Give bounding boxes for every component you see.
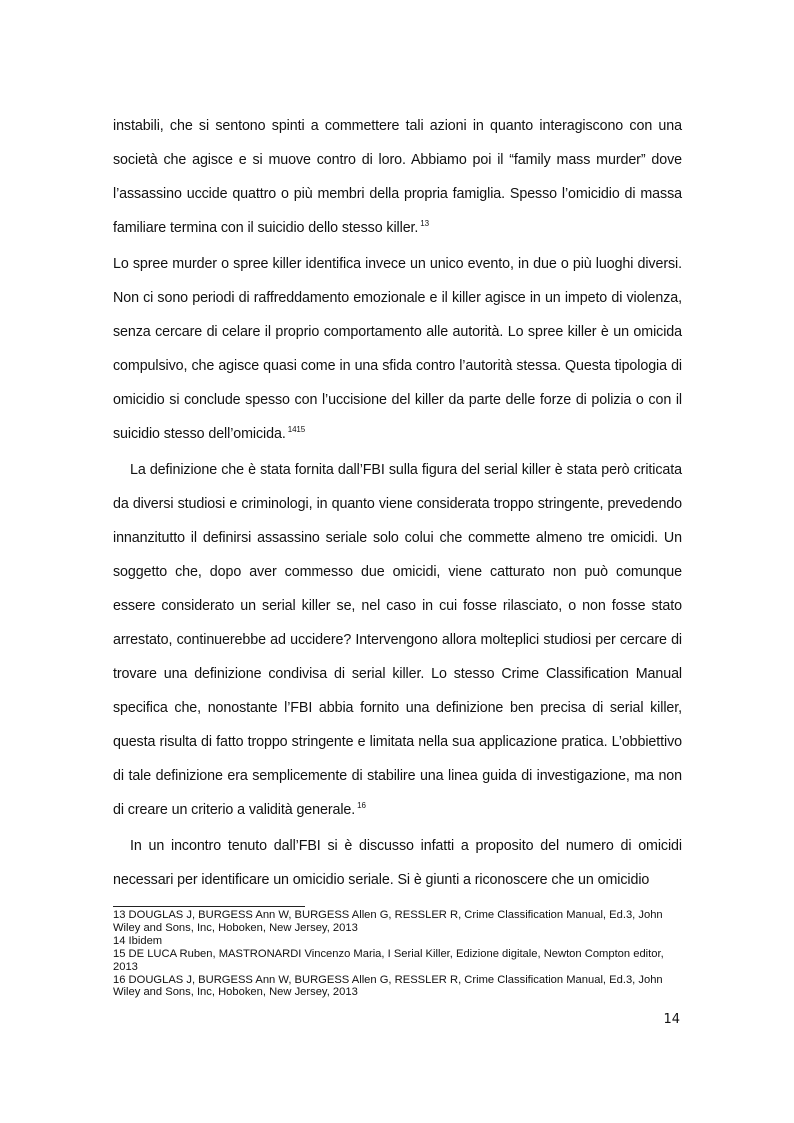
footnote-ref[interactable]: 16	[357, 801, 366, 810]
paragraph-1	[113, 109, 682, 247]
footnote-ref[interactable]: 13	[420, 219, 429, 228]
page-number: 14	[663, 1012, 680, 1027]
footnote-14: 14 Ibidem	[113, 934, 163, 947]
footnote-15: 15 DE LUCA Ruben, MASTRONARDI Vincenzo Maria, I Serial Killer, Edizione digitale, Newton Compton editor, 2013	[113, 947, 664, 973]
body-text	[113, 109, 682, 897]
footnote-ref[interactable]: 1415	[287, 425, 306, 434]
footnote-separator	[113, 906, 305, 907]
footnotes	[113, 909, 688, 999]
footnote-13: 13 DOUGLAS J, BURGESS Ann W, BURGESS Allen G, RESSLER R, Crime Classification Manual, Ed.3, John Wiley and Sons, Inc, Hoboken, New Jersey, 2013	[113, 909, 663, 934]
paragraph-text: Lo spree murder o spree killer identifica invece un unico evento, in due o più luoghi diversi. Non ci sono periodi di raffreddamento emozionale e il killer agisce in un impeto di violenza, senza cercare di celare il proprio comportamento alle autorità. Lo spree killer è un omicida compulsivo, che agisce quasi come in una sfida contro l’autorità stessa. Questa tipologia di omicidio si conclude spesso con l’uccisione del killer da parte delle forze di polizia o con il suicidio stesso dell’omicida.	[113, 256, 682, 442]
paragraph-text: In un incontro tenuto dall’FBI si è discusso infatti a proposito del numero di omicidi necessari per identificare un omicidio seriale. Si è giunti a riconoscere che un omicidio	[113, 838, 682, 888]
paragraph-4	[113, 829, 682, 897]
paragraph-text: instabili, che si sentono spinti a commettere tali azioni in quanto interagiscono con una società che agisce e si muove contro di loro. Abbiamo poi il “family mass murder” dove l’assassino uccide quattro o più membri della propria famiglia. Spesso l’omicidio di massa familiare termina con il suicidio dello stesso killer.	[113, 118, 682, 236]
paragraph-2	[113, 247, 682, 453]
footnote-16: 16 DOUGLAS J, BURGESS Ann W, BURGESS Allen G, RESSLER R, Crime Classification Manual, Ed.3, John Wiley and Sons, Inc, Hoboken, New Jersey, 2013	[113, 973, 663, 999]
paragraph-3	[113, 453, 682, 829]
paragraph-text: La definizione che è stata fornita dall’FBI sulla figura del serial killer è stata però criticata da diversi studiosi e criminologi, in quanto viene considerata troppo stringente, prevedendo innanzitutto il definirsi assassino seriale solo colui che commette almeno tre omicidi. Un soggetto che, dopo aver commesso due omicidi, viene catturato non può comunque essere considerato un serial killer se, nel caso in cui fosse rilasciato, o non fosse stato arrestato, continuerebbe ad uccidere? Intervengono allora molteplici studiosi per cercare di trovare una definizione condivisa di serial killer. Lo stesso Crime Classification Manual specifica che, nonostante l’FBI abbia fornito una definizione ben precisa di serial killer, questa risulta di fatto troppo stringente e limitata nella sua applicazione pratica. L’obbiettivo di tale definizione era semplicemente di stabilire una linea guida di investigazione, ma non di creare un criterio a validità generale.	[113, 462, 682, 818]
